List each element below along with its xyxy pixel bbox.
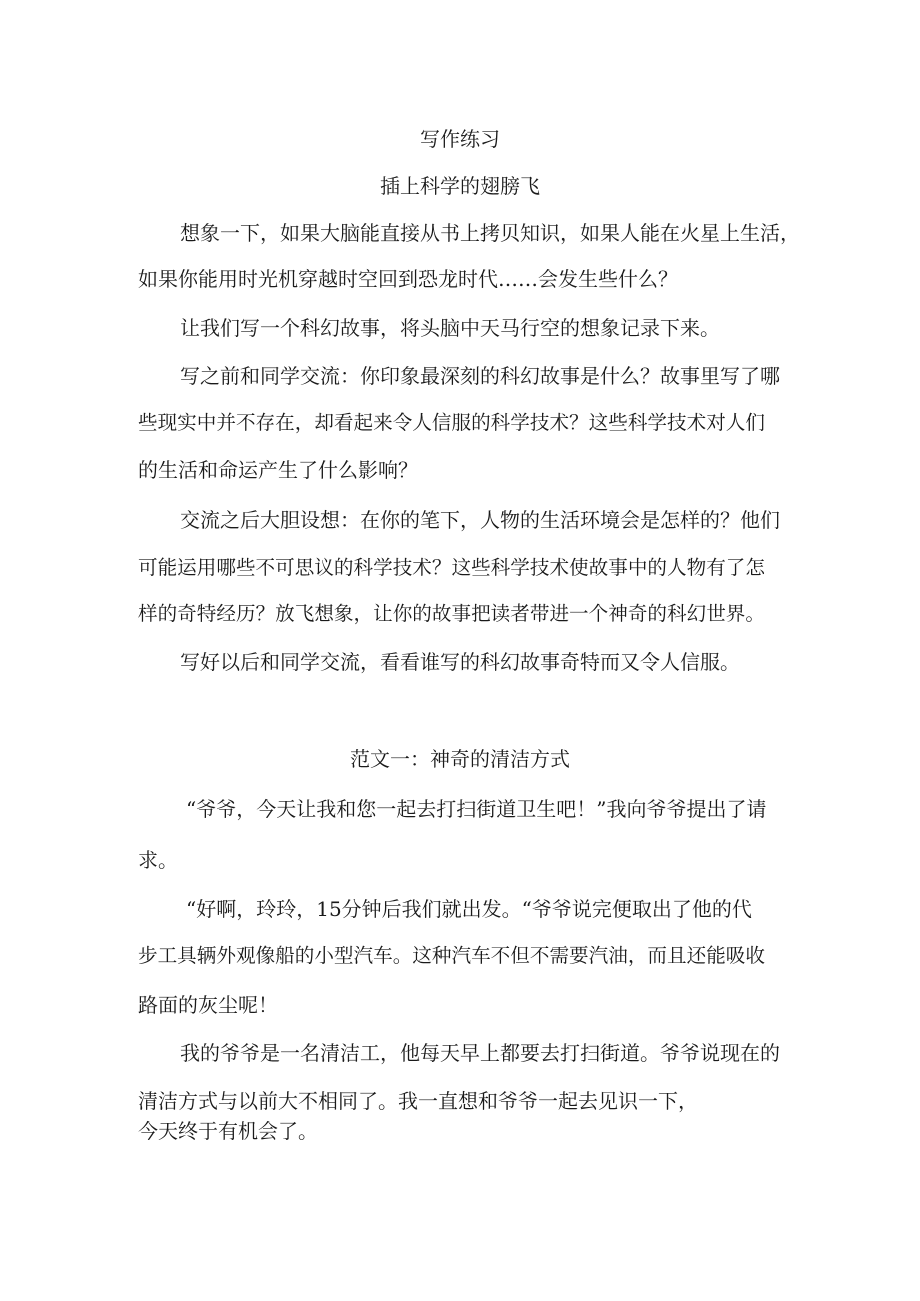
paragraph-line: 如果你能用时光机穿越时空回到恐龙时代……会发生些什么？ bbox=[138, 267, 678, 291]
paragraph-line: 些现实中并不存在，却看起来令人信服的科学技术？这些科学技术对人们 bbox=[138, 411, 765, 434]
page-title: 写作练习 bbox=[420, 127, 500, 151]
paragraph-line: 交流之后大胆设想：在你的笔下，人物的生活环境会是怎样的？他们 bbox=[180, 508, 780, 532]
sample-line: 路面的灰尘呢！ bbox=[138, 993, 278, 1017]
paragraph-line: 让我们写一个科幻故事，将头脑中天马行空的想象记录下来。 bbox=[180, 316, 720, 340]
sample-line: 我的爷爷是一名清洁工，他每天早上都要去打扫街道。爷爷说现在的 bbox=[180, 1041, 780, 1065]
sample-line: 求。 bbox=[138, 848, 178, 872]
paragraph-line: 写好以后和同学交流，看看谁写的科幻故事奇特而又令人信服。 bbox=[180, 650, 740, 674]
paragraph-line: 想象一下，如果大脑能直接从书上拷贝知识，如果人能在火星上生活， bbox=[180, 221, 800, 245]
sample-line: 步工具辆外观像船的小型汽车。这种汽车不但不需要汽油，而且还能吸收 bbox=[138, 944, 765, 967]
sample-line: 今天终于有机会了。 bbox=[138, 1119, 318, 1143]
page-subtitle: 插上科学的翅膀飞 bbox=[380, 174, 540, 198]
sample-title: 范文一：神奇的清洁方式 bbox=[350, 747, 570, 771]
paragraph-line: 样的奇特经历？放飞想象，让你的故事把读者带进一个神奇的科幻世界。 bbox=[138, 602, 765, 625]
paragraph-line: 的生活和命运产生了什么影响？ bbox=[138, 458, 418, 482]
paragraph-line: 写之前和同学交流：你印象最深刻的科幻故事是什么？故事里写了哪 bbox=[180, 364, 780, 388]
sample-line: “爷爷，今天让我和您一起去打扫街道卫生吧！”我向爷爷提出了请 bbox=[186, 797, 767, 821]
sample-line: “好啊，玲玲，15分钟后我们就出发。“爷爷说完便取出了他的代 bbox=[186, 897, 752, 921]
sample-line: 清洁方式与以前大不相同了。我一直想和爷爷一起去见识一下， bbox=[138, 1089, 698, 1113]
paragraph-line: 可能运用哪些不可思议的科学技术？这些科学技术使故事中的人物有了怎 bbox=[138, 556, 765, 579]
